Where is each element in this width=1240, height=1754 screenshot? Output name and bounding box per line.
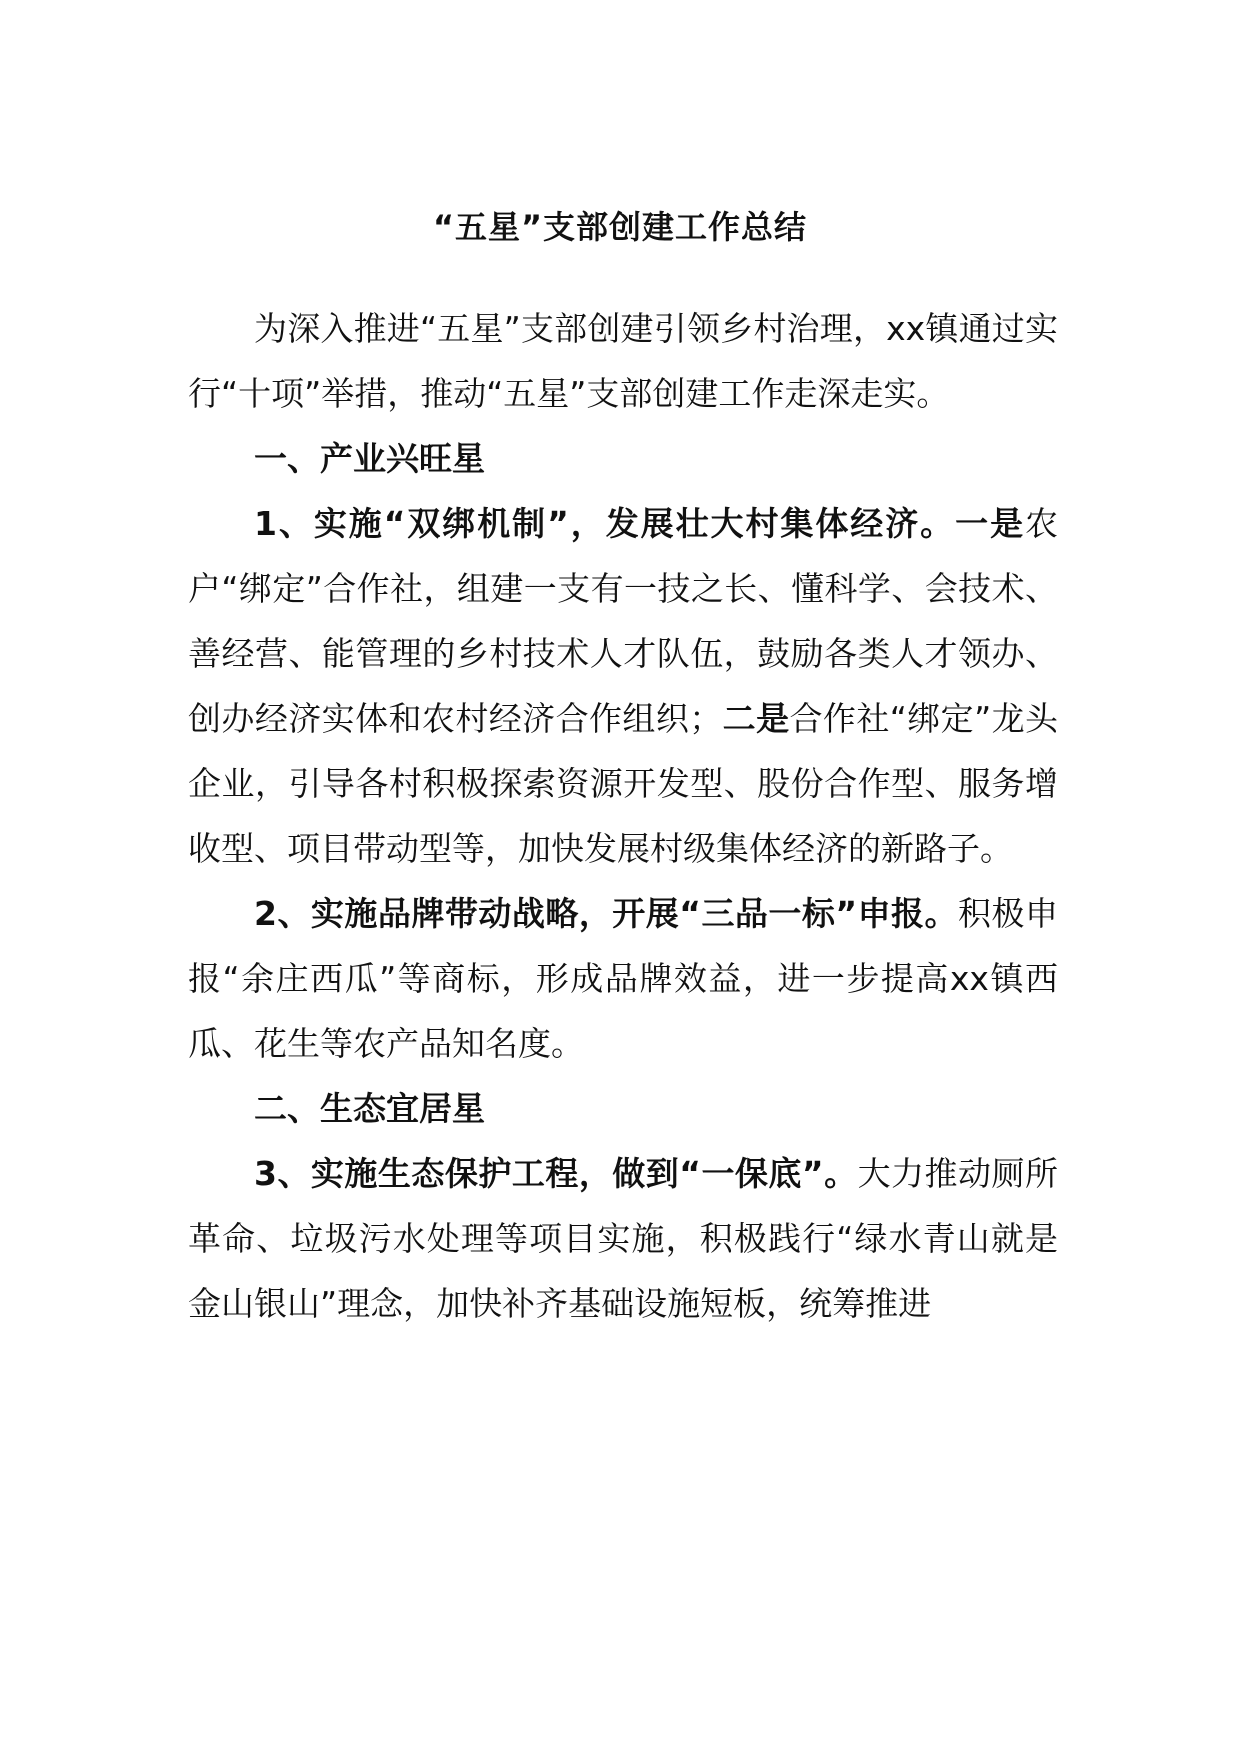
item-1-point-2-marker: 二是: [722, 699, 790, 738]
item-1-point-2-text: 合作社“绑定”龙头企业，引导各村积极探索资源开发型、股份合作型、服务增收型、项目带动型等，加快发展村级集体经济的新路子。: [188, 699, 1058, 868]
item-3-paragraph: [188, 1141, 1058, 1336]
item-1-paragraph: [188, 491, 1058, 881]
item-1-lead: 1、实施“双绑机制”，发展壮大村集体经济。: [254, 504, 956, 543]
item-2-paragraph: [188, 881, 1058, 1076]
section-heading-ecology: 二、生态宜居星: [254, 1089, 485, 1128]
item-1-point-1-text: 农户“绑定”合作社，组建一支有一技之长、懂科学、会技术、善经营、能管理的乡村技术人才队伍，鼓励各类人才领办、创办经济实体和农村经济合作组织；: [188, 504, 1059, 738]
document-title: “五星”支部创建工作总结: [432, 208, 808, 246]
intro-paragraph: 为深入推进“五星”支部创建引领乡村治理，xx镇通过实行“十项”举措，推动“五星”支部创建工作走深走实。: [188, 309, 1058, 413]
document-body: [188, 296, 1058, 1336]
section-heading-industry: 一、产业兴旺星: [254, 439, 485, 478]
item-2-lead: 2、实施品牌带动战略，开展“三品一标”申报。: [254, 894, 959, 933]
item-2-text: 积极申报“余庄西瓜”等商标，形成品牌效益，进一步提高xx镇西瓜、花生等农产品知名度。: [188, 894, 1059, 1063]
item-3-text: 大力推动厕所革命、垃圾污水处理等项目实施，积极践行“绿水青山就是金山银山”理念，加快补齐基础设施短板，统筹推进: [188, 1154, 1059, 1323]
item-1-point-1-marker: 一是: [955, 504, 1026, 543]
item-3-lead: 3、实施生态保护工程，做到“一保底”。: [254, 1154, 858, 1193]
